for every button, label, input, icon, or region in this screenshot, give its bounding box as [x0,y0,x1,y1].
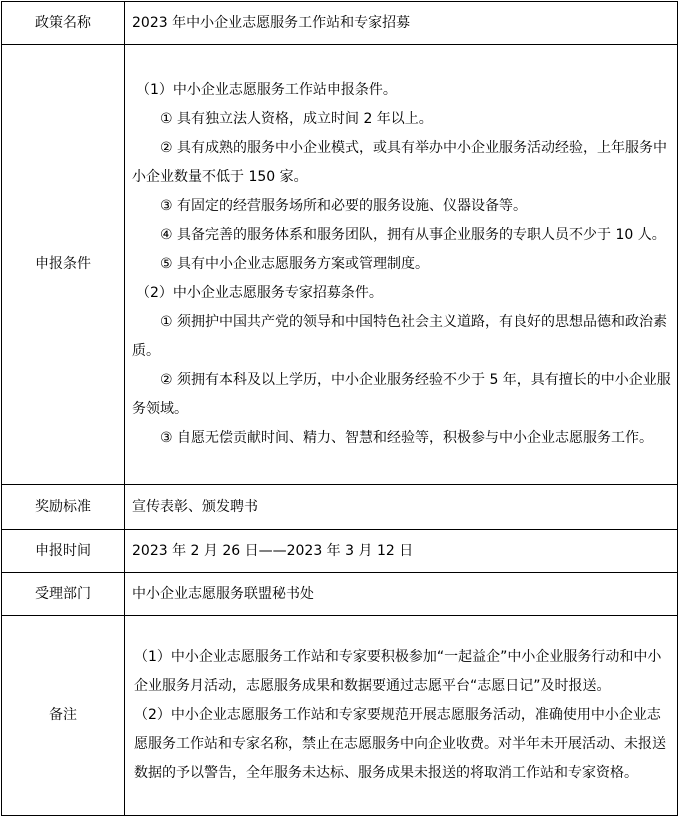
conditions-section2-item-1: ① 须拥护中国共产党的领导和中国特色社会主义道路，有良好的思想品德和政治素质。 [132,314,667,359]
conditions-section1-item-1: ① 具有独立法人资格，成立时间 2 年以上。 [160,111,433,127]
row-conditions [2,45,678,485]
label-policy-name: 政策名称 [2,2,125,45]
value-conditions [125,45,678,485]
label-department: 受理部门 [2,573,125,616]
conditions-section2-item-3: ③ 自愿无偿贡献时间、精力、智慧和经验等，积极参与中小企业志愿服务工作。 [160,430,653,446]
conditions-section1-item-3: ③ 有固定的经营服务场所和必要的服务设施、仪器设备等。 [160,198,527,214]
value-notes [125,616,678,816]
label-reward: 奖励标准 [2,485,125,530]
row-policy-name [2,2,678,45]
value-department: 中小企业志愿服务联盟秘书处 [125,573,678,616]
label-conditions: 申报条件 [2,45,125,485]
conditions-section1-item-5: ⑤ 具有中小企业志愿服务方案或管理制度。 [160,256,429,272]
conditions-section2-heading: （2）中小企业志愿服务专家招募条件。 [136,285,383,301]
notes-item-1: （1）中小企业志愿服务工作站和专家要积极参加“一起益企”中小企业服务行动和中小企业服务月活动，志愿服务成果和数据要通过志愿平台“志愿日记”及时报送。 [134,649,662,694]
row-notes [2,616,678,816]
value-policy-name: 2023 年中小企业志愿服务工作站和专家招募 [125,2,678,45]
label-notes: 备注 [2,616,125,816]
policy-table [1,1,678,816]
notes-item-2: （2）中小企业志愿服务工作站和专家要规范开展志愿服务活动，准确使用中小企业志愿服务工作站和专家名称，禁止在志愿服务中向企业收费。对半年未开展活动、未报送数据的予以警告，全年服务未达标、服务成果未报送的将取消工作站和专家资格。 [134,707,666,781]
row-department [2,573,678,616]
row-reward [2,485,678,530]
label-period: 申报时间 [2,530,125,573]
conditions-section1-item-4: ④ 具备完善的服务体系和服务团队，拥有从事企业服务的专职人员不少于 10 人。 [160,227,666,243]
row-period [2,530,678,573]
conditions-section2-item-2: ② 须拥有本科及以上学历，中小企业服务经验不少于 5 年，具有擅长的中小企业服务领域。 [132,372,671,417]
conditions-section1-item-2: ② 具有成熟的服务中小企业模式，或具有举办中小企业服务活动经验，上年服务中小企业数量不低于 150 家。 [132,140,667,185]
value-reward: 宣传表彰、颁发聘书 [125,485,678,530]
conditions-section1-heading: （1）中小企业志愿服务工作站申报条件。 [136,82,397,98]
value-period: 2023 年 2 月 26 日——2023 年 3 月 12 日 [125,530,678,573]
